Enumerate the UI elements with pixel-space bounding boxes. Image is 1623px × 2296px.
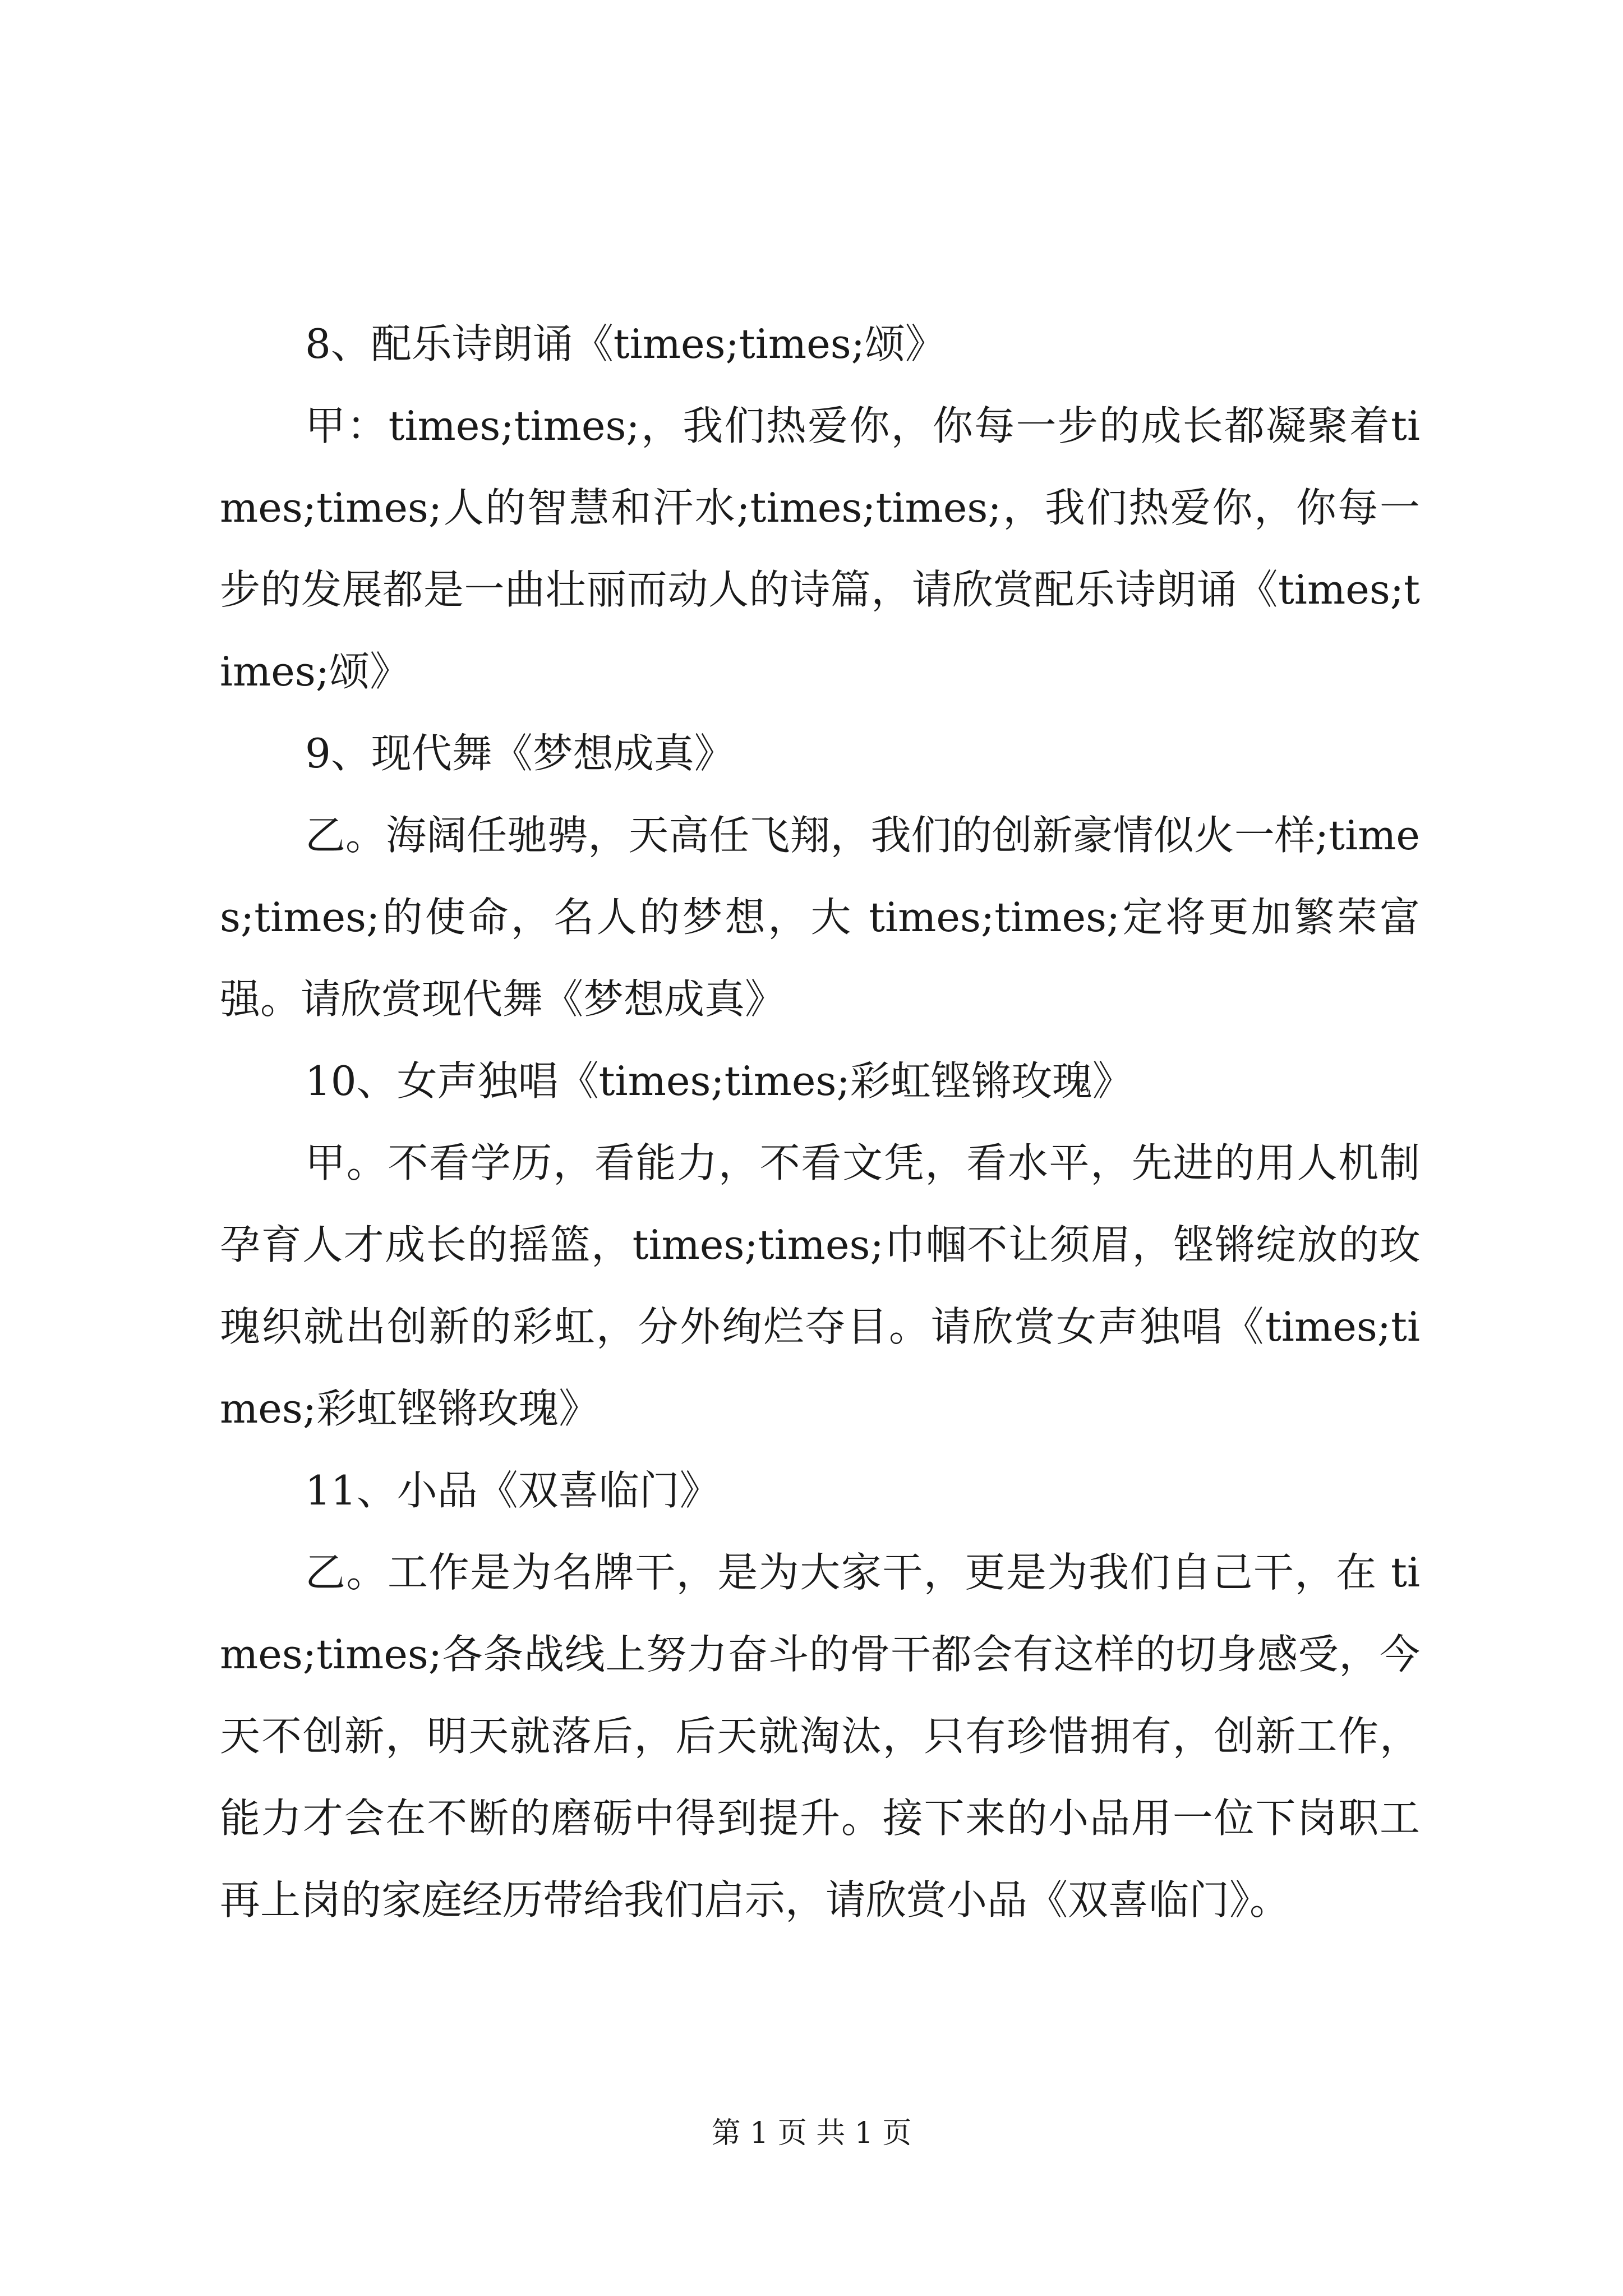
section-paragraph-11: 乙。工作是为名牌干，是为大家干，更是为我们自己干，在 times;times;各条战线上努力奋斗的骨干都会有这样的切身感受，今天不创新，明天就落后，后天就淘汰，只有珍惜拥有，创新工作，能力才会在不断的磨砺中得到提升。接下来的小品用一位下岗职工再上岗的家庭经历带给我们启示，请欣赏小品《双喜临门》。: [220, 1549, 1420, 1924]
section-paragraph-10: 甲。不看学历，看能力，不看文凭，看水平，先进的用人机制孕育人才成长的摇篮，times;times;巾帼不让须眉，铿锵绽放的玫瑰织就出创新的彩虹，分外绚烂夺目。请欣赏女声独唱《times;times;彩虹铿锵玫瑰》: [220, 1139, 1420, 1432]
section-heading-11: 11、小品《双喜临门》: [305, 1467, 720, 1514]
section-heading-8: 8、配乐诗朗诵《times;times;颂》: [305, 320, 946, 367]
section-heading-9: 9、现代舞《梦想成真》: [305, 730, 735, 777]
page-footer: 第 1 页 共 1 页: [711, 2116, 912, 2150]
section-paragraph-9: 乙。海阔任驰骋，天高任飞翔，我们的创新豪情似火一样;times;times;的使命，名人的梦想，大 times;times;定将更加繁荣富强。请欣赏现代舞《梦想成真》: [220, 812, 1420, 1023]
document-body: [220, 303, 1420, 1941]
section-paragraph-8: 甲：times;times;，我们热爱你，你每一步的成长都凝聚着times;times;人的智慧和汗水;times;times;，我们热爱你，你每一步的发展都是一曲壮丽而动人的诗篇，请欣赏配乐诗朗诵《times;times;颂》: [220, 402, 1420, 695]
section-heading-10: 10、女声独唱《times;times;彩虹铿锵玫瑰》: [305, 1057, 1133, 1105]
